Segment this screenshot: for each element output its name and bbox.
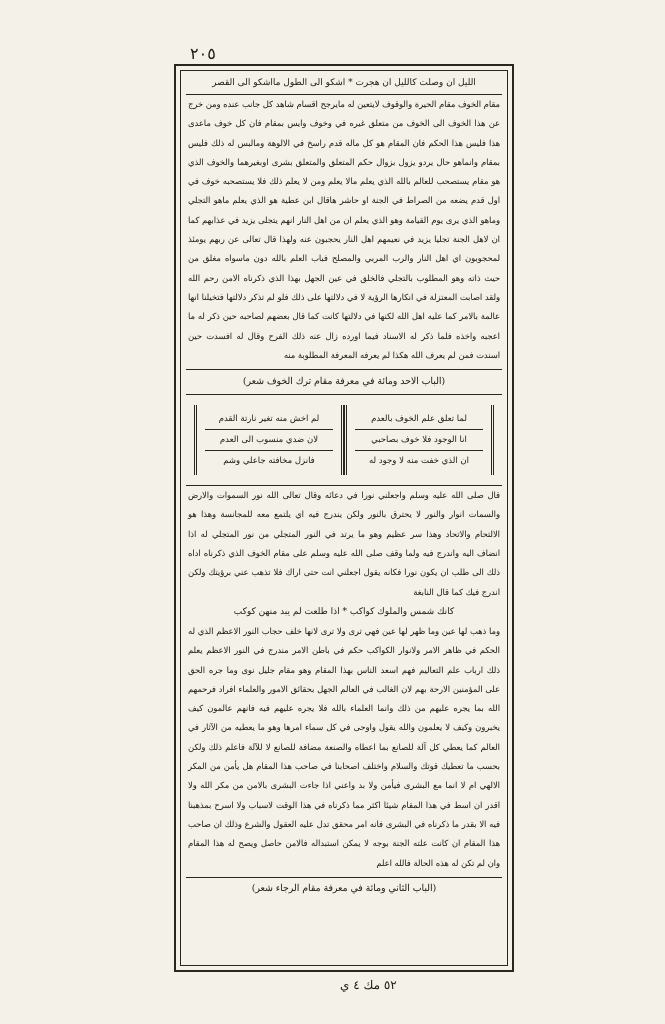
next-chapter-heading: (الباب الثاني ومائة في معرفة مقام الرجاء شعر) (186, 877, 502, 900)
poem-block (186, 395, 502, 485)
poem-column-right (344, 405, 494, 475)
poem-column-left (194, 405, 344, 475)
couplet: كانك شمس والملوك كواكب * اذا طلعت لم يبد منهن كوكب (233, 606, 455, 617)
chapter-heading: (الباب الاحد ومائة في معرفة مقام ترك الخوف شعر) (186, 369, 502, 395)
poem-line: فانزل مخافته جاعلي وشم (205, 450, 333, 471)
paragraph-3: وما ذهب لها عين وما ظهر لها عين فهي ترى ولا ترى لانها خلف حجاب النور الاعظم الذي له الحكم في ظاهر الامر ولانوار الكواكب حكم في باطن الامر مندرج في النور الاعظم يعلم ذلك ارباب علم التعاليم فهم اسعد الناس بهذا المقام وهو مقام جليل نوى وما جره الحق على المؤمنين الارحة بهم لان الغالب في العالم الجهل بحقائق الامور والعلماء افراد فرحمهم الله بما يجره عليهم من ذلك وانما العلماء بالله فلا يجره عليهم فيه فانهم عالمون كيف يخبرون وكيف لا يعلمون والله يقول واوحى في كل سماء امرها وهو ما يعطيه من الآثار في العالم كما يعطي كل آلة للصانع بما اعطاه والصنعة مضافة للصانع لا للآلة فاعلم ذلك ولكن بحسب ما تعطيك قوتك والسلام واختلف اصحابنا في صاحب هذا المقام هل يأمن من المكر الالهي ام لا انما مع البشرى فيأمن ولا بد واعني اذا جاءت البشرى بالامن من مكر الله ولا اقدر ان اسط في هذا المقام شيئا اكثر مما ذكرناه في هذا الوقت لاسباب ولا اسرح بمذهبنا فيه الا بقدر ما ذكرناه في البشرى فانه امر محقق تدل عليه العقول والشرع وذلك ان صاحب هذا المقام ان كانت علته الجنة بوجه لا يمكن استبداله فالامن حاصل ويصح له هذا المقام وان لم تكن له هذه الحالة فالله اعلم (188, 625, 500, 868)
poem-line: لما تعلق علم الخوف بالعدم (371, 414, 467, 425)
poem-line: ان الذي خفت منه لا وجود له (355, 450, 483, 471)
poem-line: لان ضدي منسوب الى العدم (205, 429, 333, 450)
header-verse: الليل ان وصلت كالليل ان هجرت * اشكو الى الطول مااشكو الى القصر (186, 72, 502, 95)
signature-mark: ٥٢ مك ٤ ي (340, 978, 397, 992)
poem-line: انا الوجود فلا خوف بصاحبي (355, 429, 483, 450)
paragraph-1: مقام الخوف مقام الحيرة والوقوف لايتعين له مايرجح اقسام شاهد كل جانب عنده ومن خرج عن هذا الخوف الى الخوف من متعلق غيره في وخوف وايس بمقام فان كل خوف ماعدى هذا فليس هذا الحكم فان المقام هو كل ماله قدم راسخ في الالوهة ومالبس له ذلك فليس بمقام وانماهو حال يردو يزول بزوال حكم المتعلق والمتعلق بشرى اوبغيرهما والخوف الذي هو مقام يستصحب للعالم بالله الذي يعلم مالا يعلم ومن لا يعلم ذلك فلا يستصحبه خوف في اول قدم يضعه من الصراط في الجنة او حاشر هاقال ابن عطية هو الذي يعلم ماهو التجلي وماهو الذي يرى يوم القيامة وهو الذي يعلم ان من اهل النار انهم يتجلى يزيد في عذابهم كما ان لاهل الجنة تجليا يزيد في نعيمهم اهل النار يحجبون عنه ولهذا قال تعالى عن ربهم يومئذ لمحجوبون اي اهل النار والرب المربي والمصلح فباب العلم بالله دون ماسواه مغلق من حيث ذاته وهو المطلوب بالتجلي فالخلق في عين الجهل بهذا الذي ذكرناه الامن رحم الله ولقد اصابت المعتزلة في انكارها الرؤية لا في دلالتها على ذلك فلو لم تذكر دلالتها فتخيلنا انها عالمة بالامر كما عليه اهل الله لكنها في دلالتها كانت كما قال بعضهم لصاحبه حين ذكر له ما اعجبه واخذه فلما ذكر له الاسناد فيما اورده زال عنه ذلك الفرح وقال له افسدت حين اسندت فمن لم يعرف الله هكذا لم يعرفه المعرفة المطلوبة منه (188, 99, 500, 360)
poem-line: لم اخش منه تغير نارتة القدم (218, 414, 320, 425)
page-number: ٢٠٥ (190, 44, 216, 63)
paragraph-2: قال صلى الله عليه وسلم واجعلني نورا في دعائه وقال تعالى الله نور السموات والارض والسمات انوار والنور لا يحترق بالنور ولكن يندرج فيه اي يلتمع معه للمجانسة وهذا هو الالتحام والاتحاد وهذا سر عظيم وهو ما يرتد في النور المتجلي من نور المتجلي له اذا انضاف اليه واندرج فيه ولما وقف صلى الله عليه وسلم على مقام الخوف الذي ذكرناه اداه ذلك الى طلب ان يكون نورا فكانه يقول اجعلني انت حتى اراك فلا تذهب عني برؤيتك ولكن اندرج فيك كما قال النابغة (186, 485, 502, 602)
page-content (186, 72, 502, 962)
